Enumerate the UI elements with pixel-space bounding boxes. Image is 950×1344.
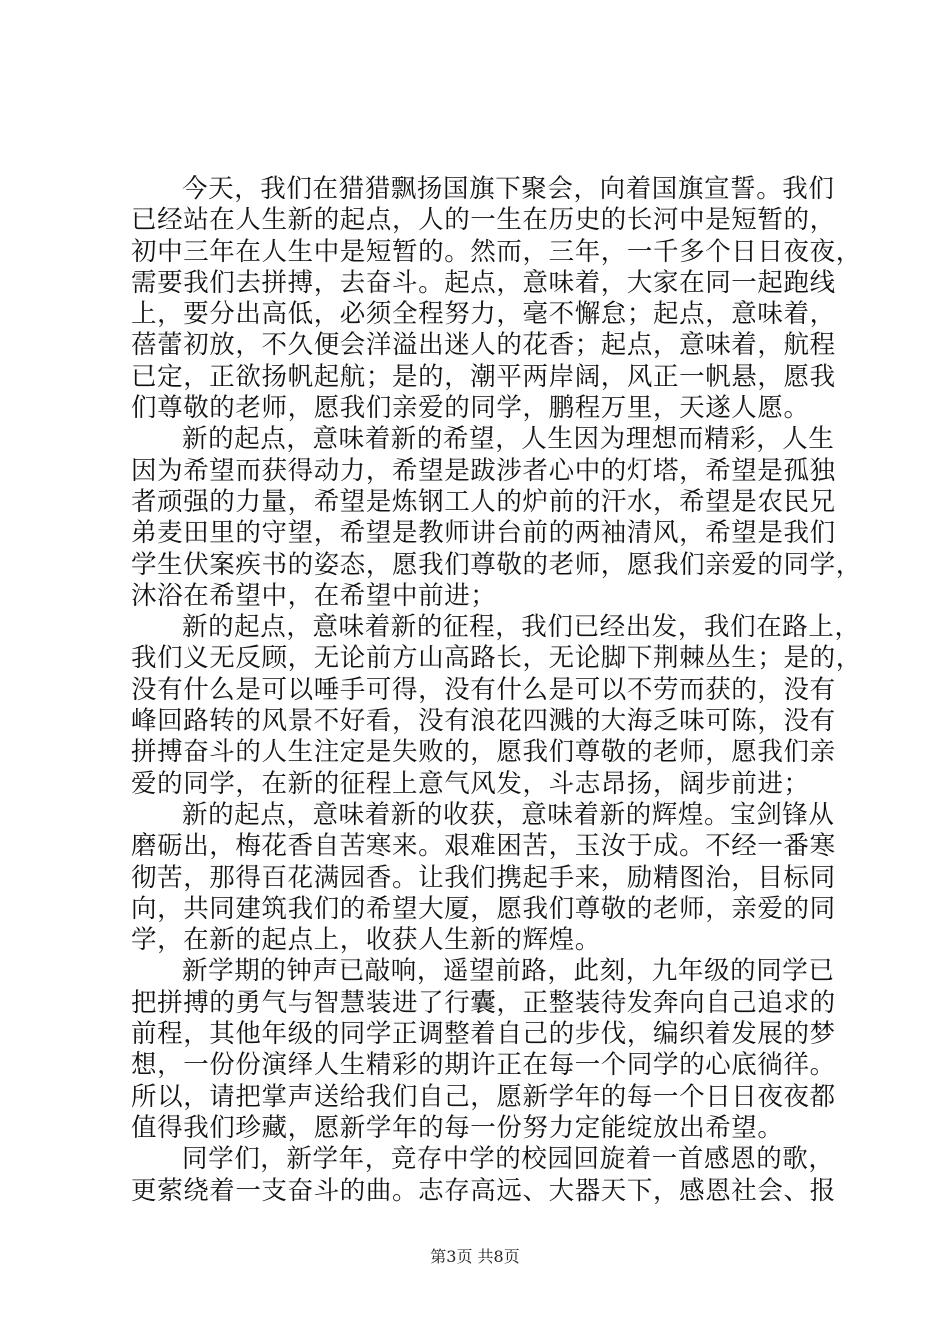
text-line: 我们义无反顾，无论前方山高路长，无论脚下荆棘丛生；是的，: [131, 643, 862, 674]
paragraph: [131, 174, 862, 424]
text-line: 拼搏奋斗的人生注定是失败的，愿我们尊敬的老师，愿我们亲: [131, 737, 836, 768]
text-line: 想，一份份演绎人生精彩的期许正在每一个同学的心底徜徉。: [131, 1050, 836, 1081]
text-line: 沐浴在希望中，在希望中前进；: [131, 580, 497, 611]
text-line: 蓓蕾初放，不久便会洋溢出迷人的花香；起点，意味着，航程: [131, 330, 836, 361]
paragraph: [131, 612, 862, 800]
text-line: 弟麦田里的守望，希望是教师讲台前的两袖清风，希望是我们: [131, 518, 836, 549]
text-line: 磨砺出，梅花香自苦寒来。艰难困苦，玉汝于成。不经一番寒: [131, 831, 836, 862]
text-line: 需要我们去拼搏，去奋斗。起点，意味着，大家在同一起跑线: [131, 267, 836, 298]
text-line: 学生伏案疾书的姿态，愿我们尊敬的老师，愿我们亲爱的同学，: [131, 549, 862, 580]
text-line: 值得我们珍藏，愿新学年的每一份努力定能绽放出希望。: [131, 1112, 784, 1143]
paragraph: [131, 799, 836, 956]
text-line: 新的起点，意味着新的征程，我们已经出发，我们在路上，: [182, 612, 861, 643]
text-line: 向，共同建筑我们的希望大厦，愿我们尊敬的老师，亲爱的同: [131, 893, 836, 924]
text-line: 更萦绕着一支奋斗的曲。志存高远、大器天下，感恩社会、报: [131, 1175, 836, 1206]
text-line: 因为希望而获得动力，希望是跋涉者心中的灯塔，希望是孤独: [131, 455, 836, 486]
text-line: 没有什么是可以唾手可得，没有什么是可以不劳而获的，没有: [131, 674, 836, 705]
paragraph: [131, 956, 836, 1144]
text-line: 彻苦，那得百花满园香。让我们携起手来，励精图治，目标同: [131, 862, 836, 893]
paragraph: [131, 1144, 836, 1207]
text-line: 前程，其他年级的同学正调整着自己的步伐，编织着发展的梦: [131, 1019, 836, 1050]
text-line: 上，要分出高低，必须全程努力，毫不懈怠；起点，意味着，: [131, 299, 836, 330]
text-line: 初中三年在人生中是短暂的。然而，三年，一千多个日日夜夜，: [131, 236, 862, 267]
text-line: 把拼搏的勇气与智慧装进了行囊，正整装待发奔向自己追求的: [131, 987, 836, 1018]
text-line: 已定，正欲扬帆起航；是的，潮平两岸阔，风正一帆悬，愿我: [131, 361, 836, 392]
text-line: 新的起点，意味着新的希望，人生因为理想而精彩，人生: [182, 424, 835, 455]
text-line: 者顽强的力量，希望是炼钢工人的炉前的汗水，希望是农民兄: [131, 486, 836, 517]
text-line: 爱的同学，在新的征程上意气风发，斗志昂扬，阔步前进；: [131, 768, 810, 799]
text-line: 峰回路转的风景不好看，没有浪花四溅的大海乏味可陈，没有: [131, 706, 836, 737]
text-line: 同学们，新学年，竞存中学的校园回旋着一首感恩的歌，: [182, 1144, 835, 1175]
text-line: 学，在新的起点上，收获人生新的辉煌。: [131, 925, 601, 956]
text-line: 所以，请把掌声送给我们自己，愿新学年的每一个日日夜夜都: [131, 1081, 836, 1112]
document-body: [131, 174, 862, 1207]
text-line: 们尊敬的老师，愿我们亲爱的同学，鹏程万里，天遂人愿。: [131, 393, 810, 424]
paragraph: [131, 424, 862, 612]
text-line: 今天，我们在猎猎飘扬国旗下聚会，向着国旗宣誓。我们: [182, 174, 835, 204]
text-line: 新学期的钟声已敲响，遥望前路，此刻，九年级的同学已: [182, 956, 835, 987]
text-line: 新的起点，意味着新的收获，意味着新的辉煌。宝剑锋从: [182, 799, 835, 830]
page-footer: 第3页 共8页: [430, 1247, 520, 1266]
text-line: 已经站在人生新的起点，人的一生在历史的长河中是短暂的，: [131, 205, 836, 236]
